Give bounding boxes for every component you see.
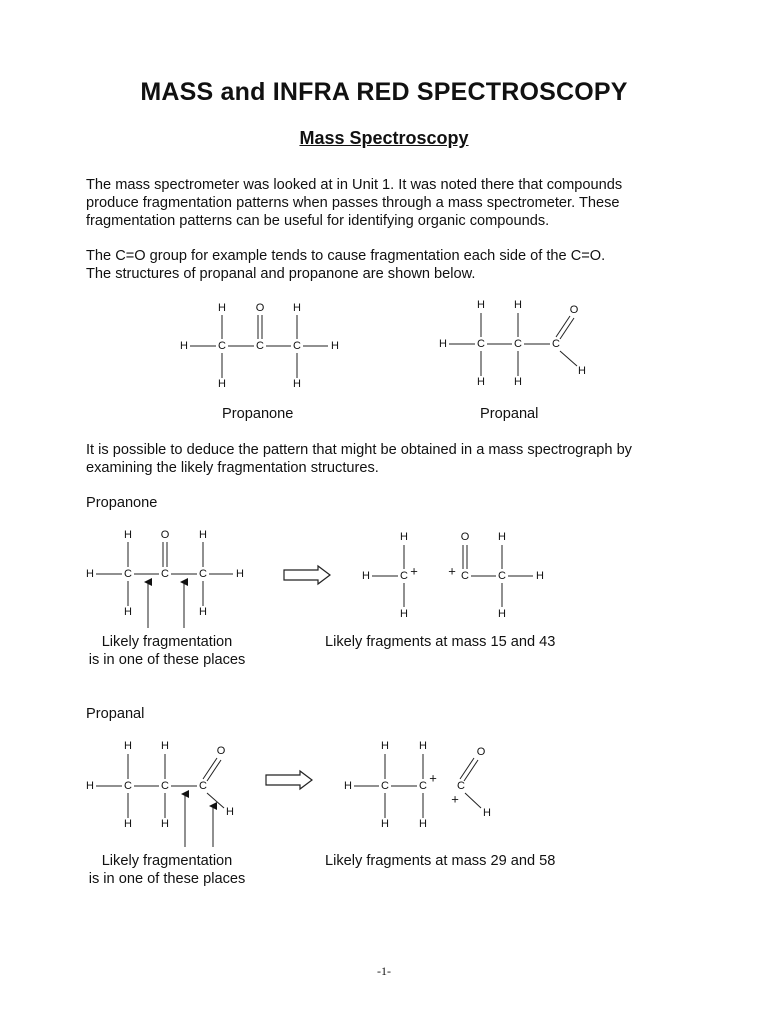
propanone-section-label: Propanone xyxy=(86,495,158,511)
text-line: The structures of propanal and propanone are shown below. xyxy=(86,266,476,282)
page-title: MASS and INFRA RED SPECTROSCOPY xyxy=(140,78,628,106)
atom-h: H xyxy=(293,302,301,314)
atom-c: C xyxy=(552,338,560,350)
text-line: produce fragmentation patterns when passes through a mass spectrometer. These xyxy=(86,195,620,211)
atom-h: H xyxy=(124,818,132,830)
propanone-caption: Propanone xyxy=(222,406,294,422)
atom-h: H xyxy=(226,806,234,818)
text-line: Likely fragmentation xyxy=(101,853,233,869)
atom-c: C xyxy=(256,340,264,352)
atom-h: H xyxy=(439,338,447,350)
atom-o: O xyxy=(476,746,486,758)
atom-h: H xyxy=(236,568,244,580)
atom-h: H xyxy=(218,302,226,314)
atom-c: C xyxy=(477,338,485,350)
positive-charge: + xyxy=(410,563,418,579)
atom-h: H xyxy=(514,299,522,311)
atom-h: H xyxy=(218,378,226,390)
atom-h: H xyxy=(381,818,389,830)
text-line: The C=O group for example tends to cause fragmentation each side of the C=O. xyxy=(86,248,606,264)
atom-c: C xyxy=(161,780,169,792)
propanal-fragmentation-structure xyxy=(86,740,234,847)
atom-c: C xyxy=(514,338,522,350)
atom-h: H xyxy=(199,529,207,541)
atom-o: O xyxy=(255,302,265,314)
atom-h: H xyxy=(86,780,94,792)
propanone-fragments xyxy=(362,531,544,620)
atom-h: H xyxy=(124,606,132,618)
atom-c: C xyxy=(381,780,389,792)
atom-h: H xyxy=(400,531,408,543)
text-line: is in one of these places xyxy=(88,652,246,668)
right-arrow-icon xyxy=(284,566,330,584)
atom-c: C xyxy=(199,568,207,580)
atom-h: H xyxy=(381,740,389,752)
propanone-structure xyxy=(180,302,339,390)
atom-c: C xyxy=(124,568,132,580)
atom-h: H xyxy=(180,340,188,352)
propanone-fragments-note: Likely fragments at mass 15 and 43 xyxy=(325,634,556,650)
propanal-fragments xyxy=(344,740,491,830)
atom-h: H xyxy=(578,365,586,377)
text-line: is in one of these places xyxy=(88,871,246,887)
positive-charge: + xyxy=(429,770,437,786)
atom-h: H xyxy=(477,299,485,311)
text-line: fragmentation patterns can be useful for identifying organic compounds. xyxy=(86,213,550,229)
atom-c: C xyxy=(419,780,427,792)
atom-h: H xyxy=(344,780,352,792)
atom-h: H xyxy=(161,740,169,752)
atom-h: H xyxy=(536,570,544,582)
atom-h: H xyxy=(498,531,506,543)
atom-h: H xyxy=(498,608,506,620)
atom-c: C xyxy=(199,780,207,792)
propanal-caption: Propanal xyxy=(480,406,539,422)
atom-c: C xyxy=(161,568,169,580)
atom-h: H xyxy=(477,376,485,388)
section-heading-mass-spectroscopy: Mass Spectroscopy xyxy=(299,128,469,148)
atom-c: C xyxy=(457,780,465,792)
text-line: Likely fragmentation xyxy=(101,634,233,650)
atom-h: H xyxy=(331,340,339,352)
positive-charge: + xyxy=(451,791,459,807)
right-arrow-icon xyxy=(266,771,312,789)
atom-h: H xyxy=(86,568,94,580)
atom-h: H xyxy=(161,818,169,830)
atom-h: H xyxy=(199,606,207,618)
atom-c: C xyxy=(498,570,506,582)
atom-o: O xyxy=(216,745,226,757)
page-number: -1- xyxy=(377,964,391,978)
propanal-section-label: Propanal xyxy=(86,706,145,722)
atom-h: H xyxy=(124,529,132,541)
atom-c: C xyxy=(293,340,301,352)
positive-charge: + xyxy=(448,563,456,579)
text-line: examining the likely fragmentation structures. xyxy=(86,460,379,476)
atom-h: H xyxy=(293,378,301,390)
atom-c: C xyxy=(218,340,226,352)
atom-h: H xyxy=(483,807,491,819)
atom-c: C xyxy=(124,780,132,792)
atom-h: H xyxy=(514,376,522,388)
propanone-fragmentation-structure xyxy=(86,529,244,628)
text-line: The mass spectrometer was looked at in Unit 1. It was noted there that compounds xyxy=(86,177,623,193)
atom-c: C xyxy=(400,570,408,582)
propanal-fragments-note: Likely fragments at mass 29 and 58 xyxy=(325,853,556,869)
text-line: It is possible to deduce the pattern that might be obtained in a mass spectrograph by xyxy=(86,442,632,458)
atom-o: O xyxy=(160,529,170,541)
atom-h: H xyxy=(124,740,132,752)
atom-h: H xyxy=(419,740,427,752)
propanal-structure xyxy=(439,299,586,388)
atom-o: O xyxy=(460,531,470,543)
atom-h: H xyxy=(419,818,427,830)
atom-h: H xyxy=(362,570,370,582)
atom-c: C xyxy=(461,570,469,582)
atom-h: H xyxy=(400,608,408,620)
atom-o: O xyxy=(569,304,579,316)
